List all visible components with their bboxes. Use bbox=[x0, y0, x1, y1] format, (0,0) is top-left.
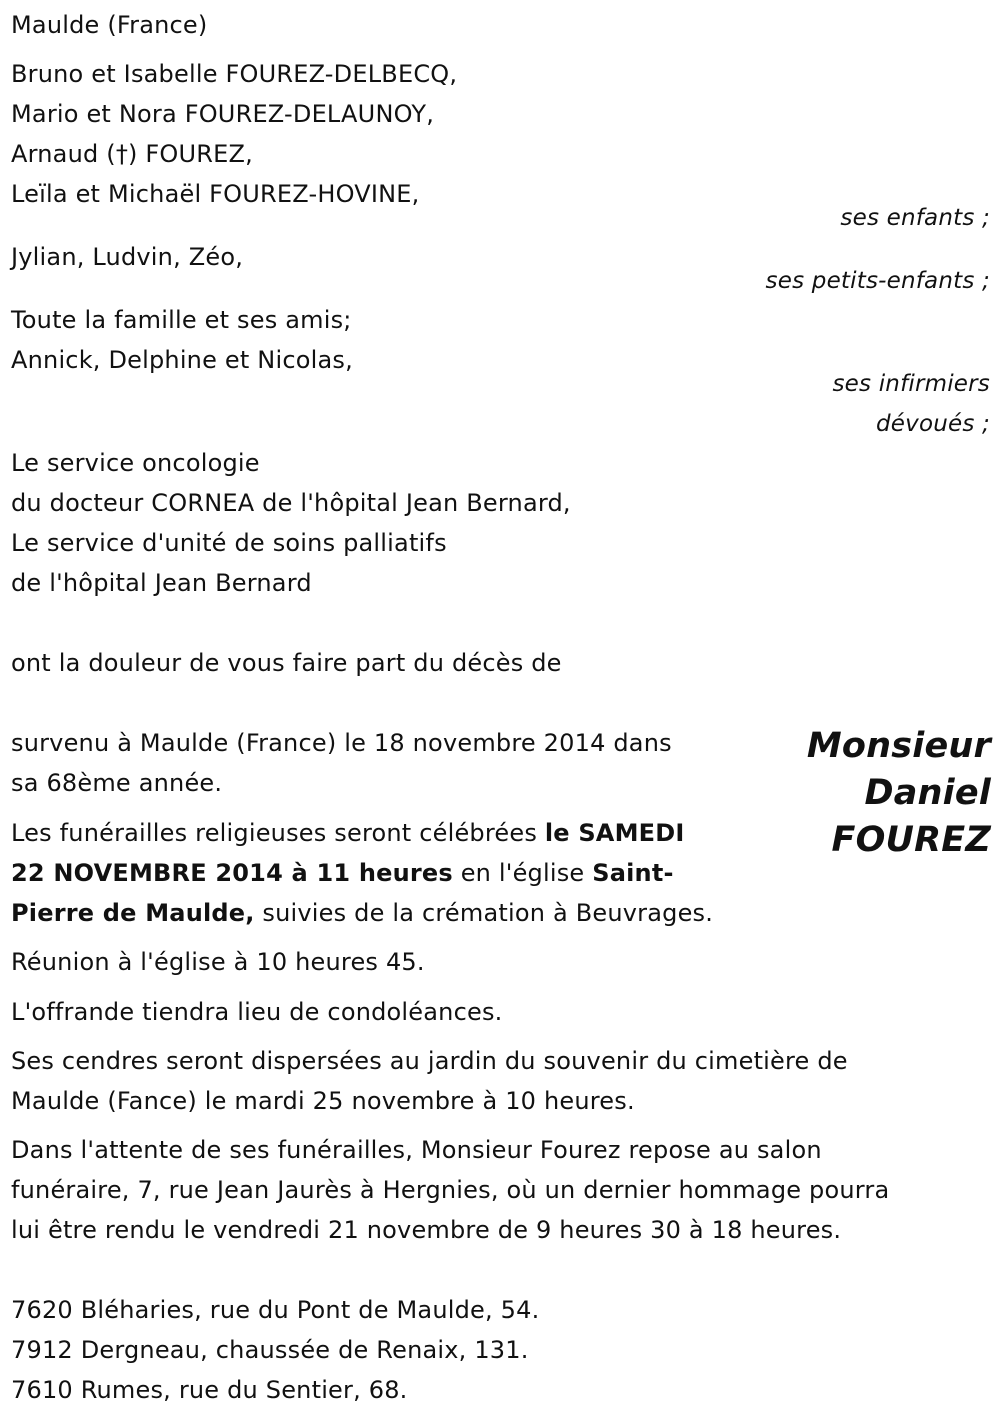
children-line-4: Leïla et Michaël FOUREZ-HOVINE, bbox=[11, 180, 420, 208]
announcement-text: ont la douleur de vous faire part du décès de bbox=[11, 649, 562, 677]
services-line-1: Le service oncologie bbox=[11, 449, 260, 477]
funeral-line-1 bbox=[11, 818, 685, 848]
children-line-2: Mario et Nora FOUREZ-DELAUNOY, bbox=[11, 100, 435, 128]
services-line-2: du docteur CORNEA de l'hôpital Jean Bernard, bbox=[11, 489, 571, 517]
funeral-church-part-1: Saint- bbox=[592, 859, 674, 887]
ashes-line-2: Maulde (Fance) le mardi 25 novembre à 10 heures. bbox=[11, 1087, 635, 1115]
family-line-2: Annick, Delphine et Nicolas, bbox=[11, 346, 353, 374]
viewing-line-2: funéraire, 7, rue Jean Jaurès à Hergnies, où un dernier hommage pourra bbox=[11, 1176, 890, 1204]
funeral-date-part-1: le SAMEDI bbox=[544, 819, 685, 847]
death-line-1: survenu à Maulde (France) le 18 novembre 2014 dans bbox=[11, 729, 672, 757]
grandchildren-role: ses petits-enfants ; bbox=[765, 268, 990, 294]
address-line-1: 7620 Bléharies, rue du Pont de Maulde, 54. bbox=[11, 1296, 540, 1324]
funeral-mid: en l'église bbox=[452, 859, 593, 887]
nurses-role-line-2: dévoués ; bbox=[875, 411, 990, 437]
funeral-line-2 bbox=[11, 858, 674, 888]
children-line-3: Arnaud (†) FOUREZ, bbox=[11, 140, 253, 168]
family-line-1: Toute la famille et ses amis; bbox=[11, 306, 352, 334]
services-line-3: Le service d'unité de soins palliatifs bbox=[11, 529, 447, 557]
funeral-end: suivies de la crémation à Beuvrages. bbox=[254, 899, 714, 927]
children-line-1: Bruno et Isabelle FOUREZ-DELBECQ, bbox=[11, 60, 458, 88]
ashes-line-1: Ses cendres seront dispersées au jardin du souvenir du cimetière de bbox=[11, 1047, 848, 1075]
meeting-text: Réunion à l'église à 10 heures 45. bbox=[11, 948, 425, 976]
deceased-name-line-2: Daniel bbox=[864, 773, 991, 813]
death-line-2: sa 68ème année. bbox=[11, 769, 223, 797]
deceased-name-line-1: Monsieur bbox=[806, 726, 991, 766]
address-line-3: 7610 Rumes, rue du Sentier, 68. bbox=[11, 1376, 408, 1404]
offering-text: L'offrande tiendra lieu de condoléances. bbox=[11, 998, 503, 1026]
funeral-line-3 bbox=[11, 898, 713, 928]
nurses-role-line-1: ses infirmiers bbox=[832, 371, 990, 397]
viewing-line-1: Dans l'attente de ses funérailles, Monsieur Fourez repose au salon bbox=[11, 1136, 822, 1164]
funeral-church-part-2: Pierre de Maulde, bbox=[11, 899, 255, 927]
address-line-2: 7912 Dergneau, chaussée de Renaix, 131. bbox=[11, 1336, 529, 1364]
funeral-intro: Les funérailles religieuses seront célébrées bbox=[11, 819, 545, 847]
grandchildren-line: Jylian, Ludvin, Zéo, bbox=[11, 243, 244, 271]
children-role: ses enfants ; bbox=[840, 205, 990, 231]
deceased-name-line-3: FOUREZ bbox=[831, 820, 991, 860]
location-heading: Maulde (France) bbox=[11, 11, 208, 39]
services-line-4: de l'hôpital Jean Bernard bbox=[11, 569, 312, 597]
funeral-date-part-2: 22 NOVEMBRE 2014 à 11 heures bbox=[11, 859, 453, 887]
viewing-line-3: lui être rendu le vendredi 21 novembre de 9 heures 30 à 18 heures. bbox=[11, 1216, 842, 1244]
